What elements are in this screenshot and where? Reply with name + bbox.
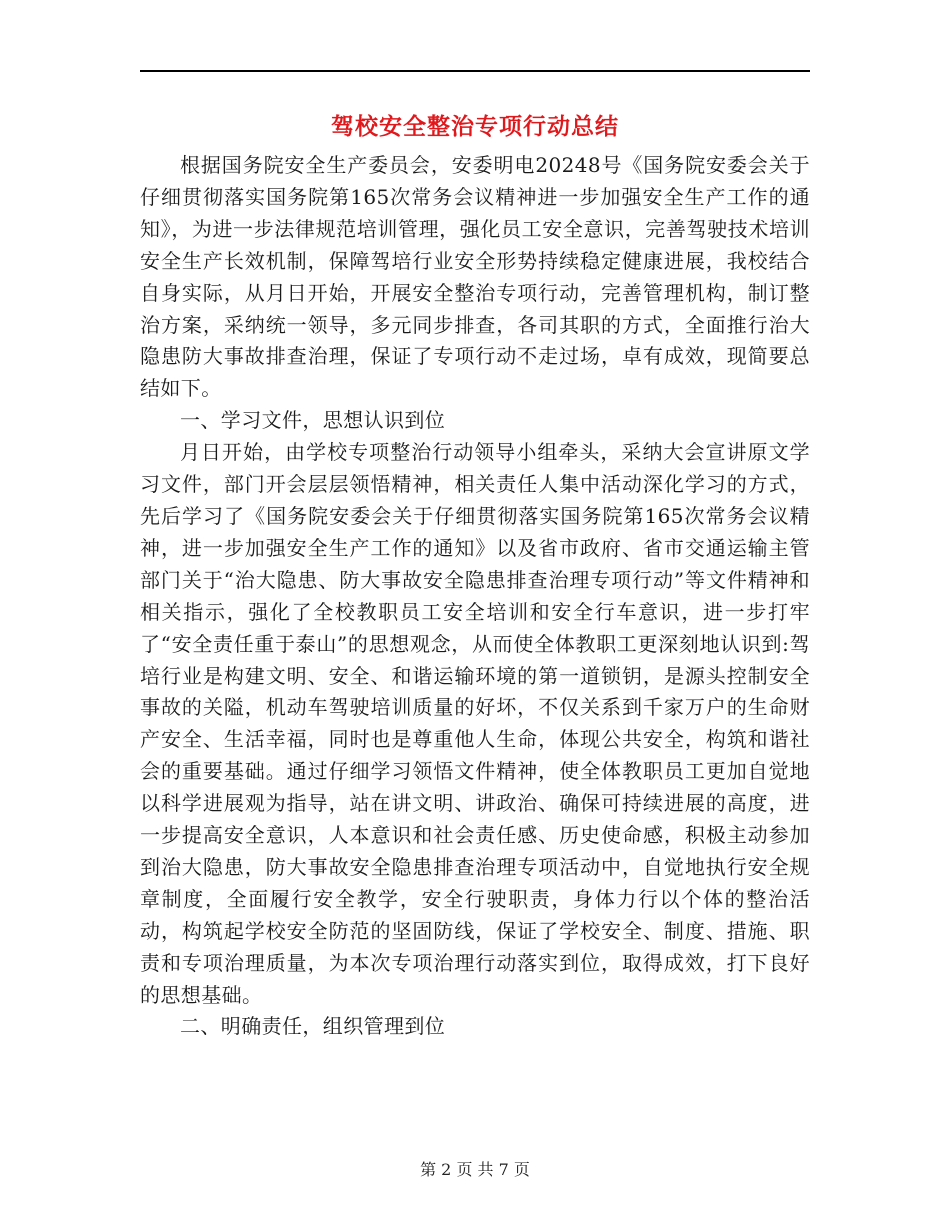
page-footer: 第 2 页 共 7 页: [420, 1160, 530, 1179]
header-rule: [140, 70, 810, 72]
document-body: [140, 150, 810, 1043]
intro-paragraph: 根据国务院安全生产委员会，安委明电20248号《国务院安委会关于仔细贯彻落实国务院第165次常务会议精神进一步加强安全生产工作的通知》，为进一步法律规范培训管理，强化员工安全意识，完善驾驶技术培训安全生产长效机制，保障驾培行业安全形势持续稳定健康进展，我校结合自身实际，从月日开始，开展安全整治专项行动，完善管理机构，制订整治方案，采纳统一领导，多元同步排查，各司其职的方式，全面推行治大隐患防大事故排查治理，保证了专项行动不走过场，卓有成效，现简要总结如下。: [140, 153, 810, 401]
document-title: 驾校安全整治专项行动总结: [331, 113, 619, 140]
section-heading-2: 二、明确责任，组织管理到位: [180, 1014, 446, 1039]
section-heading-1: 一、学习文件，思想认识到位: [180, 408, 446, 433]
section-1-paragraph: 月日开始，由学校专项整治行动领导小组牵头，采纳大会宣讲原文学习文件，部门开会层层领悟精神，相关责任人集中活动深化学习的方式，先后学习了《国务院安委会关于仔细贯彻落实国务院第165次常务会议精神，进一步加强安全生产工作的通知》以及省市政府、省市交通运输主管部门关于“治大隐患、防大事故安全隐患排查治理专项行动”等文件精神和相关指示，强化了全校教职员工安全培训和安全行车意识，进一步打牢了“安全责任重于泰山”的思想观念，从而使全体教职工更深刻地认识到:驾培行业是构建文明、安全、和谐运输环境的第一道锁钥，是源头控制安全事故的关隘，机动车驾驶培训质量的好坏，不仅关系到千家万户的生命财产安全、生活幸福，同时也是尊重他人生命，体现公共安全，构筑和谐社会的重要基础。通过仔细学习领悟文件精神，使全体教职员工更加自觉地以科学进展观为指导，站在讲文明、讲政治、确保可持续进展的高度，进一步提高安全意识，人本意识和社会责任感、历史使命感，积极主动参加到治大隐患，防大事故安全隐患排查治理专项活动中，自觉地执行安全规章制度，全面履行安全教学，安全行驶职责，身体力行以个体的整治活动，构筑起学校安全防范的坚固防线，保证了学校安全、制度、措施、职责和专项治理质量，为本次专项治理行动落实到位，取得成效，打下良好的思想基础。: [140, 440, 810, 1007]
